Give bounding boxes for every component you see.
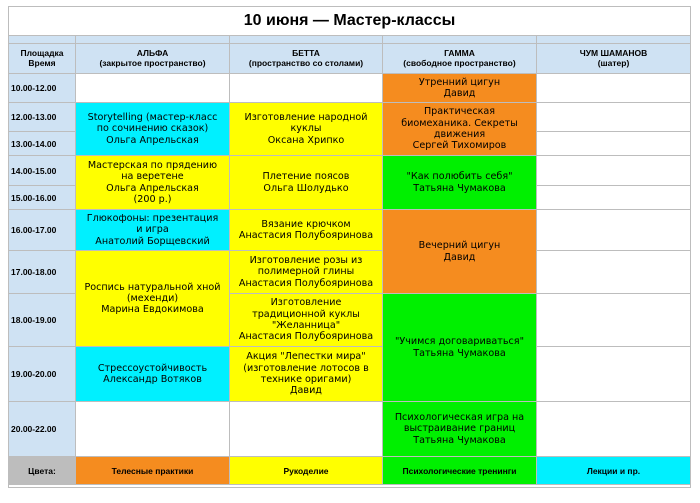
- spacer-cell: [230, 36, 383, 44]
- empty-slot: [537, 103, 691, 132]
- empty-slot: [230, 74, 383, 103]
- venue-header-chum: [537, 44, 691, 74]
- event-negotiate: [383, 294, 537, 402]
- event-host: Татьяна Чумакова: [413, 182, 506, 194]
- empty-slot: [537, 251, 691, 294]
- event-host: Марина Евдокимова: [101, 304, 204, 316]
- event-line: Мастерская по прядению: [87, 159, 218, 171]
- event-line: Storytelling (мастер-класс: [87, 112, 218, 124]
- event-line: Вязание крючком: [261, 218, 351, 230]
- empty-slot: [537, 132, 691, 156]
- event-host: Анатолий Борщевский: [95, 235, 210, 247]
- event-crochet: [230, 210, 383, 251]
- legend-psych-trainings: Психологические тренинги: [383, 457, 537, 485]
- spacer-cell: [383, 36, 537, 44]
- event-host: Давид: [443, 88, 476, 99]
- event-line: Роспись натуральной хной: [84, 281, 221, 293]
- event-storytelling: [76, 103, 230, 156]
- spacer-cell: [76, 36, 230, 44]
- legend-handicraft: Рукоделие: [230, 457, 383, 485]
- event-lotus: [230, 347, 383, 402]
- event-clay-rose: [230, 251, 383, 294]
- event-line: движения: [433, 129, 486, 140]
- event-line: и игра: [136, 224, 169, 236]
- event-line: Глюкофоны: презентация: [86, 213, 219, 225]
- venue-name: ГАММА: [444, 48, 475, 59]
- time-slot: 17.00-18.00: [9, 251, 76, 294]
- spacer-cell: [537, 36, 691, 44]
- venue-header-gamma: [383, 44, 537, 74]
- event-morning-qigong: [383, 74, 537, 103]
- event-host: Ольга Апрельская: [106, 134, 199, 146]
- event-host: Анастасия Полубояринова: [238, 331, 374, 343]
- event-zhelannitsa: [230, 294, 383, 347]
- event-line: (изготовление лотосов в: [243, 362, 369, 374]
- header-place-time: [9, 44, 76, 74]
- event-glucophone: [76, 210, 230, 251]
- event-line: Практическая: [423, 106, 496, 118]
- event-belts: [230, 156, 383, 210]
- event-stress: [76, 347, 230, 402]
- empty-slot: [537, 210, 691, 251]
- event-line: биомеханика. Секреты: [401, 117, 518, 129]
- venue-subtitle: (шатер): [597, 57, 630, 68]
- event-biomechanics: [383, 103, 537, 156]
- empty-slot: [537, 294, 691, 347]
- event-line: (мехенди): [126, 292, 179, 304]
- event-henna: [76, 251, 230, 347]
- time-slot: 14.00-15.00: [9, 156, 76, 186]
- time-slot: 10.00-12.00: [9, 74, 76, 103]
- empty-slot: [537, 156, 691, 186]
- event-folk-doll: [230, 103, 383, 156]
- event-line: технике оригами): [260, 374, 352, 385]
- venue-header-alfa: [76, 44, 230, 74]
- event-host: Татьяна Чумакова: [413, 347, 506, 359]
- time-slot: 16.00-17.00: [9, 210, 76, 251]
- event-line: выстраивание границ: [403, 423, 516, 435]
- event-host: Анастасия Полубояринова: [238, 230, 374, 241]
- schedule-table: [8, 6, 691, 488]
- event-line: Изготовление: [270, 297, 342, 309]
- event-line: Плетение поясов: [262, 171, 350, 183]
- event-line: Изготовление розы из: [249, 255, 363, 267]
- event-price: (200 р.): [133, 193, 172, 205]
- legend-lectures: Лекции и пр.: [537, 457, 691, 485]
- empty-slot: [76, 74, 230, 103]
- event-line: "Желанница": [271, 320, 341, 331]
- page-title: 10 июня — Мастер-классы: [9, 7, 691, 36]
- time-slot: 13.00-14.00: [9, 132, 76, 156]
- legend-label: Цвета:: [9, 457, 76, 485]
- event-line: "Учимся договариваться": [394, 336, 524, 348]
- venue-name: АЛЬФА: [136, 48, 169, 59]
- venue-name: БЕТТА: [292, 48, 320, 59]
- venue-name: ЧУМ ШАМАНОВ: [579, 48, 648, 59]
- event-host: Давид: [443, 251, 476, 263]
- event-host: Сергей Тихомиров: [412, 140, 507, 152]
- event-host: Оксана Хрипко: [267, 134, 345, 146]
- event-line: по сочинению сказок): [96, 123, 209, 135]
- time-slot: 20.00-22.00: [9, 402, 76, 457]
- header-time-label: Время: [28, 57, 56, 68]
- event-boundaries: [383, 402, 537, 457]
- event-line: Психологическая игра на: [394, 412, 525, 424]
- event-love-yourself: [383, 156, 537, 210]
- event-host: Давид: [290, 385, 322, 397]
- event-spinning: [76, 156, 230, 210]
- event-host: Анастасия Полубояринова: [238, 277, 374, 289]
- event-line: Изготовление народной: [244, 112, 368, 124]
- event-evening-qigong: [383, 210, 537, 294]
- time-slot: 18.00-19.00: [9, 294, 76, 347]
- time-slot: 12.00-13.00: [9, 103, 76, 132]
- empty-slot: [230, 402, 383, 457]
- empty-slot: [537, 402, 691, 457]
- time-slot: 15.00-16.00: [9, 186, 76, 210]
- event-line: полимерной глины: [257, 266, 355, 278]
- venue-subtitle: (свободное пространство): [403, 57, 516, 68]
- event-line: Стрессоустойчивость: [97, 362, 208, 374]
- event-line: Акция "Лепестки мира": [246, 351, 366, 363]
- venue-header-betta: [230, 44, 383, 74]
- event-host: Ольга Апрельская: [106, 182, 199, 194]
- event-host: Ольга Шолудько: [263, 182, 349, 194]
- header-place-label: Площадка: [20, 48, 64, 59]
- event-line: Вечерний цигун: [418, 240, 501, 252]
- empty-slot: [76, 402, 230, 457]
- event-line: на веретене: [121, 171, 184, 183]
- legend-body-practices: Телесные практики: [76, 457, 230, 485]
- event-host: Татьяна Чумакова: [413, 434, 506, 446]
- venue-subtitle: (закрытое пространство): [99, 57, 206, 68]
- spacer-cell: [9, 36, 76, 44]
- empty-slot: [537, 74, 691, 103]
- venue-subtitle: (пространство со столами): [248, 57, 364, 68]
- event-line: куклы: [290, 123, 322, 135]
- event-host: Александр Вотяков: [103, 374, 202, 385]
- bottom-strip: [9, 485, 691, 488]
- event-line: Утренний цигун: [418, 76, 501, 88]
- event-line: "Как полюбить себя": [406, 171, 513, 183]
- empty-slot: [537, 347, 691, 402]
- empty-slot: [537, 186, 691, 210]
- event-line: традиционной куклы: [252, 308, 360, 320]
- time-slot: 19.00-20.00: [9, 347, 76, 402]
